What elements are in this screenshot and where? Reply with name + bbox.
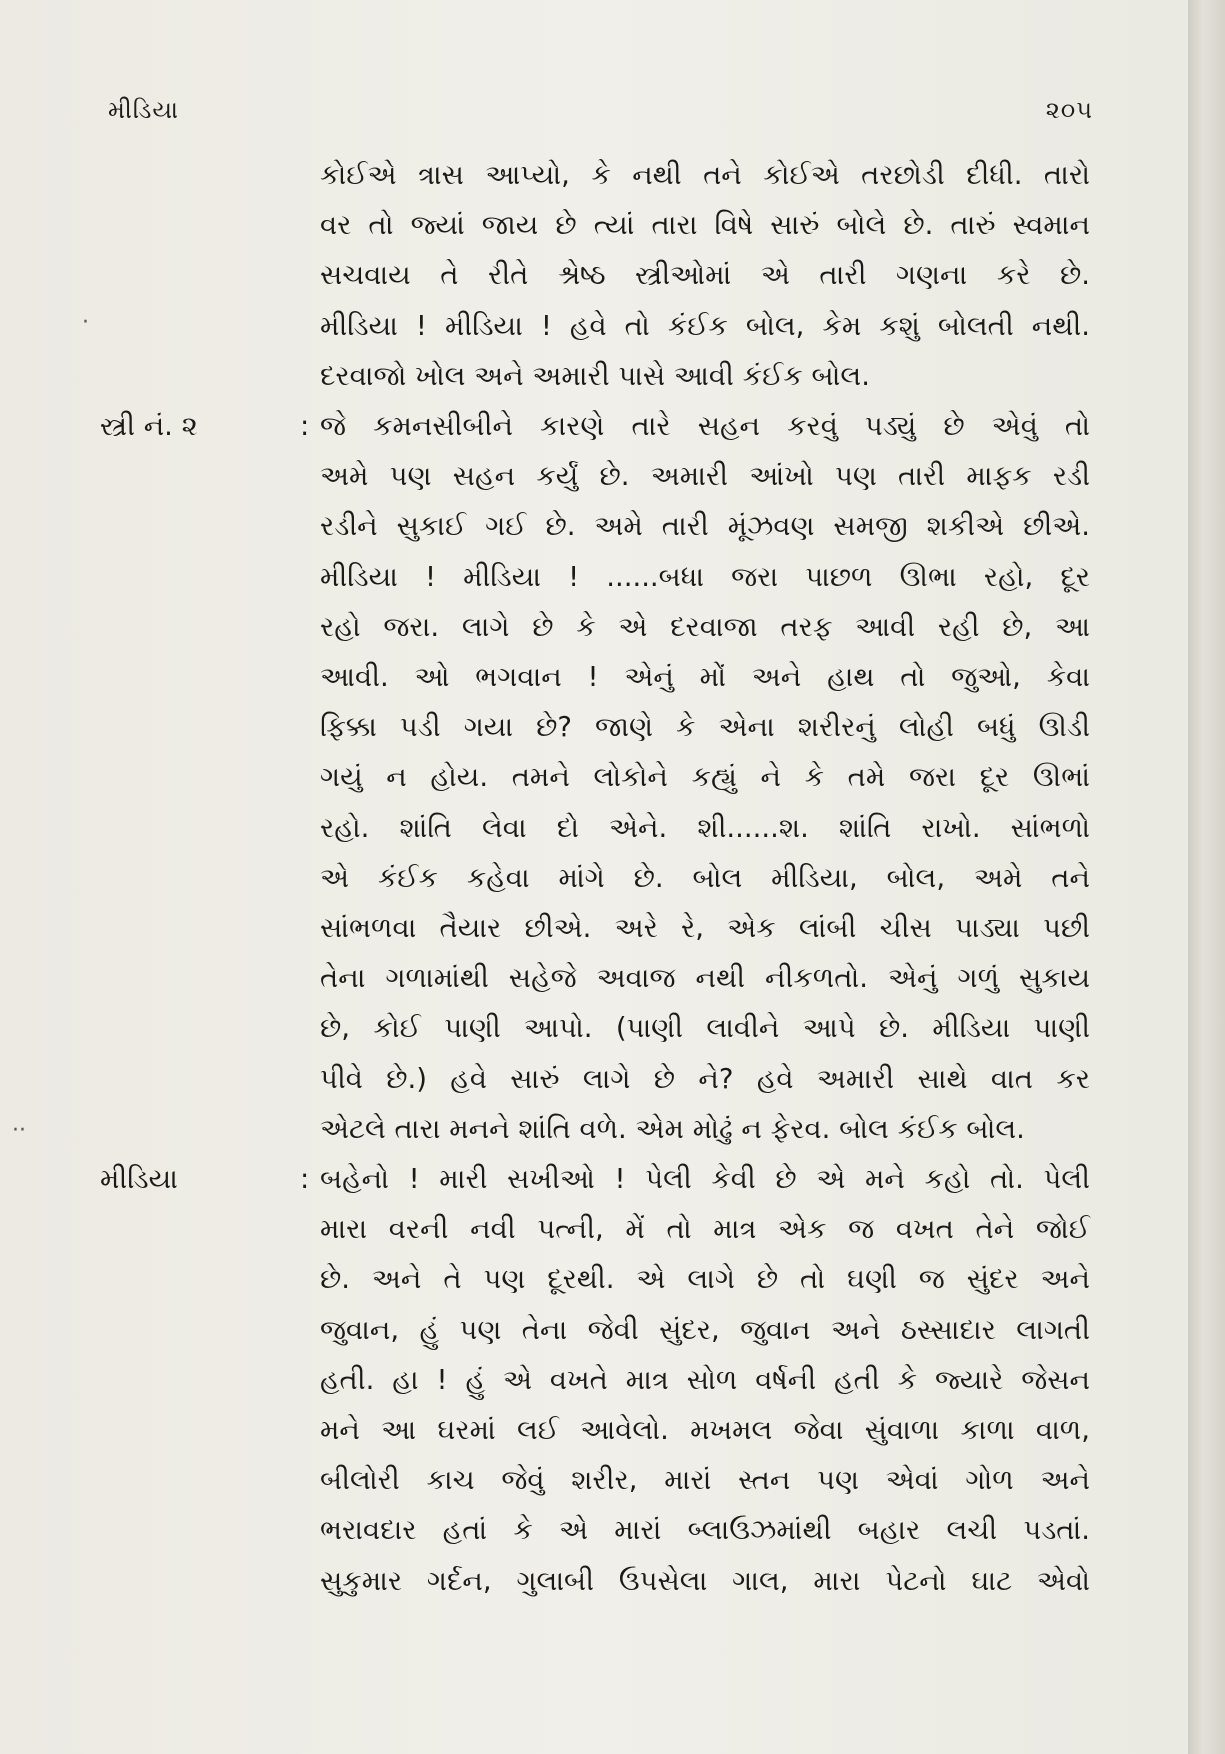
- text-line: ફિક્કા પડી ગયા છે? જાણે કે એના શરીરનું લોહી બધું ઊડી: [320, 711, 1090, 744]
- text-block: [100, 150, 1090, 401]
- text-line: દરવાજો ખોલ અને અમારી પાસે આવી કંઈક બોલ.: [320, 359, 870, 392]
- running-header: [108, 96, 1093, 124]
- text-line: આવી. ઓ ભગવાન ! એનું મોં અને હાથ તો જુઓ, કેવા: [320, 661, 1090, 694]
- dialogue-text: [320, 1154, 1090, 1606]
- speaker-colon: :: [300, 1163, 310, 1196]
- text-line: મીડિયા ! મીડિયા ! ......બધા જરા પાછળ ઊભા રહો, દૂર: [320, 560, 1090, 593]
- speaker-colon: :: [300, 410, 310, 443]
- margin-mark: ·: [82, 310, 89, 335]
- text-line: વર તો જ્યાં જાય છે ત્યાં તારા વિષે સારું બોલે છે. તારું સ્વમાન: [320, 209, 1090, 242]
- speaker-name: મીડિયા: [100, 1163, 178, 1196]
- text-line: સુકુમાર ગર્દન, ગુલાબી ઉપસેલા ગાલ, મારા પેટનો ઘાટ એવો: [320, 1564, 1090, 1597]
- text-line: રહો. શાંતિ લેવા દો એને. શી......શ. શાંતિ રાખો. સાંભળો: [320, 811, 1090, 844]
- running-title: મીડિયા: [108, 96, 179, 124]
- text-line: પીવે છે.) હવે સારું લાગે છે ને? હવે અમારી સાથે વાત કર: [320, 1062, 1090, 1095]
- text-block: [100, 401, 1090, 1154]
- page-number: ૨૦૫: [1045, 96, 1093, 124]
- text-line: અમે પણ સહન કર્યું છે. અમારી આંખો પણ તારી માફક રડી: [320, 460, 1090, 493]
- text-line: છે. અને તે પણ દૂરથી. એ લાગે છે તો ઘણી જ સુંદર અને: [320, 1263, 1090, 1296]
- text-line: જે કમનસીબીને કારણે તારે સહન કરવું પડ્યું છે એવું તો: [320, 410, 1090, 443]
- speaker-name: સ્ત્રી નં. ૨: [100, 410, 198, 443]
- dialogue-text: [320, 401, 1090, 1154]
- text-line: મીડિયા ! મીડિયા ! હવે તો કંઈક બોલ, કેમ કશું બોલતી નથી.: [320, 309, 1090, 342]
- text-line: છે, કોઈ પાણી આપો. (પાણી લાવીને આપે છે. મીડિયા પાણી: [320, 1012, 1090, 1045]
- margin-mark: ··: [12, 1118, 26, 1143]
- text-line: સાંભળવા તૈયાર છીએ. અરે રે, એક લાંબી ચીસ પાડ્યા પછી: [320, 912, 1090, 945]
- dialogue-text: [320, 150, 1090, 401]
- text-line: મને આ ઘરમાં લઈ આવેલો. મખમલ જેવા સુંવાળા કાળા વાળ,: [320, 1414, 1090, 1447]
- text-line: બીલોરી કાચ જેવું શરીર, મારાં સ્તન પણ એવાં ગોળ અને: [320, 1464, 1090, 1497]
- text-line: કોઈએ ત્રાસ આપ્યો, કે નથી તને કોઈએ તરછોડી દીધી. તારો: [320, 159, 1090, 191]
- adjacent-page-edge: [1188, 0, 1225, 1754]
- text-line: જુવાન, હું પણ તેના જેવી સુંદર, જુવાન અને ઠસ્સાદાર લાગતી: [320, 1313, 1090, 1346]
- page-body: [100, 150, 1090, 1606]
- text-line: એટલે તારા મનને શાંતિ વળે. એમ મોઢું ન ફેરવ. બોલ કંઈક બોલ.: [320, 1112, 1025, 1145]
- speaker-name: [100, 150, 300, 401]
- text-line: રડીને સુકાઈ ગઈ છે. અમે તારી મૂંઝવણ સમજી શકીએ છીએ.: [320, 510, 1090, 543]
- text-line: એ કંઈક કહેવા માંગે છે. બોલ મીડિયા, બોલ, અમે તને: [320, 861, 1090, 894]
- text-line: રહો જરા. લાગે છે કે એ દરવાજા તરફ આવી રહી છે, આ: [320, 610, 1090, 643]
- text-line: ગયું ન હોય. તમને લોકોને કહ્યું ને કે તમે જરા દૂર ઊભાં: [320, 761, 1090, 794]
- text-line: બહેનો ! મારી સખીઓ ! પેલી કેવી છે એ મને કહો તો. પેલી: [320, 1163, 1090, 1196]
- text-line: હતી. હા ! હું એ વખતે માત્ર સોળ વર્ષની હતી કે જ્યારે જેસન: [320, 1363, 1090, 1396]
- text-line: તેના ગળામાંથી સહેજે અવાજ નથી નીકળતો. એનું ગળું સુકાય: [320, 962, 1090, 995]
- text-block: [100, 1154, 1090, 1606]
- text-line: ભરાવદાર હતાં કે એ મારાં બ્લાઉઝમાંથી બહાર લચી પડતાં.: [320, 1514, 1090, 1547]
- text-line: મારા વરની નવી પત્ની, મેં તો માત્ર એક જ વખત તેને જોઈ: [320, 1213, 1090, 1246]
- text-line: સચવાય તે રીતે શ્રેષ્ઠ સ્ત્રીઓમાં એ તારી ગણના કરે છે.: [320, 259, 1090, 292]
- speaker-colon: [300, 150, 320, 401]
